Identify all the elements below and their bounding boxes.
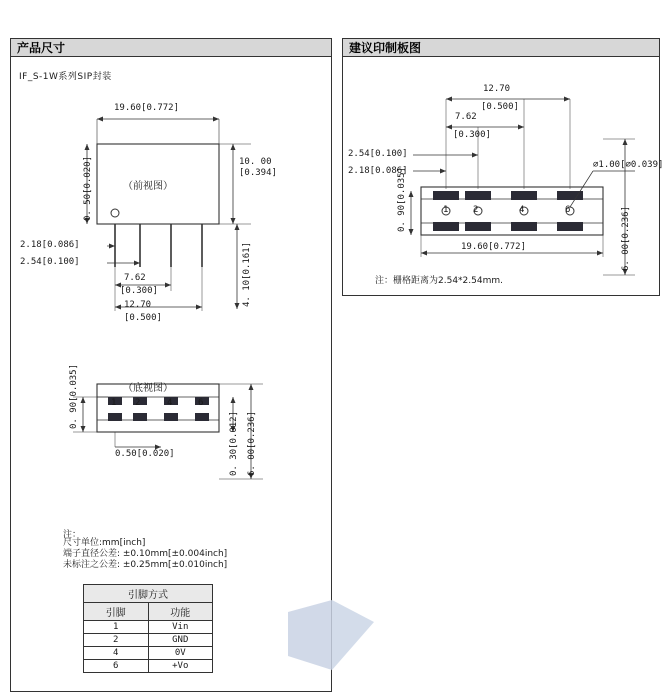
- left-panel-title: 产品尺寸: [11, 39, 331, 57]
- bottom-pin-1: 1: [111, 398, 117, 408]
- dim-0-30: 0. 30[0.012]: [229, 410, 239, 476]
- bottom-pin-2: 2: [135, 398, 141, 408]
- dim-12-70-line2: [0.500]: [124, 313, 162, 323]
- pcb-pin-4: 4: [519, 205, 525, 215]
- pcb-dim-7-62-line2: [0.300]: [453, 130, 491, 140]
- dim-7-62-line2: [0.300]: [120, 286, 158, 296]
- dim-2-18: 2.18[0.086]: [20, 240, 80, 250]
- pcb-dim-12-70-line2: [0.500]: [481, 102, 519, 112]
- pin-function: +Vo: [148, 660, 213, 673]
- pin-table-caption: 引脚方式: [84, 585, 213, 603]
- notes-head: 注：: [63, 530, 82, 540]
- dim-10-00-line2: [0.394]: [239, 168, 277, 178]
- dim-0-90: 0. 90[0.035]: [69, 363, 79, 429]
- pin-function: Vin: [148, 621, 213, 634]
- table-row: [84, 621, 213, 634]
- dim-12-70-line1: 12.70: [124, 300, 152, 310]
- notes-line-2: 端子直径公差: ±0.10mm[±0.004inch]: [63, 549, 228, 559]
- dim-7-62-line1: 7.62: [124, 273, 146, 283]
- dim-4-10: 4. 10[0.161]: [242, 241, 252, 307]
- pcb-dim-12-70-line1: 12.70: [483, 84, 511, 94]
- bottom-pin-6: 6: [198, 398, 204, 408]
- pin-number: 2: [84, 634, 149, 647]
- front-view-drawing: [11, 39, 333, 679]
- table-row: [84, 647, 213, 660]
- front-view-label: （前视图）: [123, 181, 173, 192]
- pcb-dim-2-18: 2.18[0.086]: [348, 166, 408, 176]
- notes-line-1: 尺寸单位:mm[inch]: [63, 538, 146, 548]
- table-row: [84, 660, 213, 673]
- pcb-hole-diameter: ⌀1.00[⌀0.039]: [593, 160, 664, 170]
- pin-function: GND: [148, 634, 213, 647]
- pcb-pin-1: 1: [443, 205, 449, 215]
- dim-10-00-line1: 10. 00: [239, 157, 272, 167]
- pcb-pin-2: 2: [473, 205, 479, 215]
- pin-table-header-pin: 引脚: [84, 603, 149, 621]
- pcb-note: 注：栅格距离为2.54*2.54mm.: [375, 276, 503, 286]
- left-panel-subtitle: IF_S-1W系列SIP封装: [19, 72, 112, 82]
- bottom-pin-4: 4: [167, 398, 173, 408]
- pin-function-table: [83, 584, 213, 673]
- dim-0-50-bottom: 0.50[0.020]: [115, 449, 175, 459]
- pin-function: 0V: [148, 647, 213, 660]
- pcb-dim-6-00: 6. 00[0.236]: [621, 205, 631, 271]
- pin-number: 1: [84, 621, 149, 634]
- pcb-dim-7-62-line1: 7.62: [455, 112, 477, 122]
- notes-line-3: 未标注之公差: ±0.25mm[±0.010inch]: [63, 560, 228, 570]
- pin-number: 6: [84, 660, 149, 673]
- table-row: [84, 634, 213, 647]
- dim-19-60: 19.60[0.772]: [114, 103, 180, 113]
- dim-0-50-thickness: 0. 50[0.020]: [83, 155, 93, 221]
- bottom-view-label: （底视图）: [123, 383, 173, 394]
- pcb-dim-2-54: 2.54[0.100]: [348, 149, 408, 159]
- pcb-pin-6: 6: [565, 205, 571, 215]
- pcb-dim-19-60: 19.60[0.772]: [461, 242, 527, 252]
- right-panel-title: 建议印制板图: [343, 39, 659, 57]
- pcb-layout-panel: [342, 38, 664, 296]
- pin-number: 4: [84, 647, 149, 660]
- pin-table-header-function: 功能: [148, 603, 213, 621]
- pcb-dim-0-90: 0. 90[0.035]: [397, 166, 407, 232]
- dim-2-54: 2.54[0.100]: [20, 257, 80, 267]
- product-dimensions-panel: [10, 38, 332, 692]
- dim-6-00: 6. 00[0.236]: [247, 410, 257, 476]
